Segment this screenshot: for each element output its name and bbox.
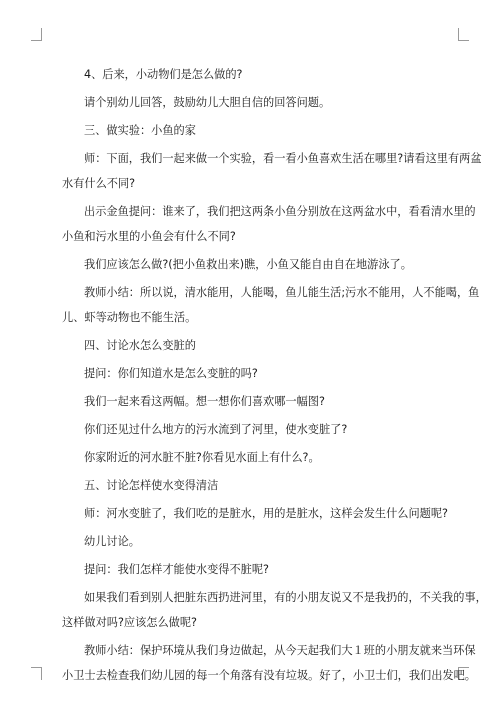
document-body bbox=[62, 67, 487, 684]
section-heading-4: 四、讨论水怎么变脏的 bbox=[84, 339, 196, 352]
paragraph-goldfish-question: 出示金鱼提问：谁来了，我们把这两条小鱼分别放在这两盆水中，看看清水里的 bbox=[84, 205, 476, 218]
crop-mark-top-left bbox=[31, 28, 42, 41]
paragraph-goldfish-question-cont: 小鱼和污水里的小鱼会有什么不同? bbox=[62, 230, 236, 243]
paragraph-teacher-summary-1-cont: 儿、虾等动物也不能生活。 bbox=[62, 311, 197, 324]
paragraph-teacher-summary-2-cont: 小卫士去检查我们幼儿园的每一个角落有没有垃圾。好了，小卫士们，我们出发吧。 bbox=[62, 669, 476, 682]
paragraph-teacher-experiment-cont: 水有什么不同? bbox=[62, 177, 136, 190]
paragraph-teacher-summary-2: 教师小结：保护环境从我们身边做起，从今天起我们大１班的小朋友就来当环保 bbox=[84, 644, 476, 657]
crop-mark-bottom-left bbox=[31, 667, 42, 680]
paragraph-throw-trash: 如果我们看到别人把脏东西扔进河里，有的小朋友说又不是我扔的，不关我的事， bbox=[84, 591, 487, 604]
crop-mark-top-right bbox=[458, 28, 469, 41]
section-heading-3: 三、做实验：小鱼的家 bbox=[84, 124, 196, 137]
paragraph-teacher-experiment: 师：下面，我们一起来做一个实验，看一看小鱼喜欢生活在哪里?请看这里有两盆 bbox=[84, 152, 482, 165]
paragraph-throw-trash-cont: 这样做对吗?应该怎么做呢? bbox=[62, 616, 197, 629]
paragraph-teacher-dirty-river: 师：河水变脏了，我们吃的是脏水，用的是脏水，这样会发生什么问题呢? bbox=[84, 507, 448, 520]
paragraph-seen-sewage: 你们还见过什么地方的污水流到了河里，使水变脏了? bbox=[84, 423, 348, 436]
paragraph-teacher-summary-1: 教师小结：所以说，清水能用，人能喝，鱼儿能生活;污水不能用，人不能喝，鱼 bbox=[84, 286, 480, 299]
paragraph-river-nearby: 你家附近的河水脏不脏?你看见水面上有什么?。 bbox=[84, 451, 320, 464]
section-heading-5: 五、讨论怎样使水变得清洁 bbox=[84, 479, 219, 492]
paragraph-question-clean: 提问：我们怎样才能使水变得不脏呢? bbox=[84, 563, 269, 576]
paragraph-children-discuss: 幼儿讨论。 bbox=[84, 535, 140, 548]
paragraph-rescue-fish: 我们应该怎么做?(把小鱼救出来)瞧，小鱼又能自由自在地游泳了。 bbox=[84, 258, 412, 271]
paragraph-look-pictures: 我们一起来看这两幅。想一想你们喜欢哪一幅图? bbox=[84, 395, 325, 408]
paragraph-question-dirty: 提问：你们知道水是怎么变脏的吗? bbox=[84, 367, 258, 380]
paragraph-step-4: 4、后来，小动物们是怎么做的? bbox=[84, 68, 243, 81]
paragraph-answer-prompt: 请个别幼儿回答，鼓励幼儿大胆自信的回答问题。 bbox=[84, 96, 331, 109]
